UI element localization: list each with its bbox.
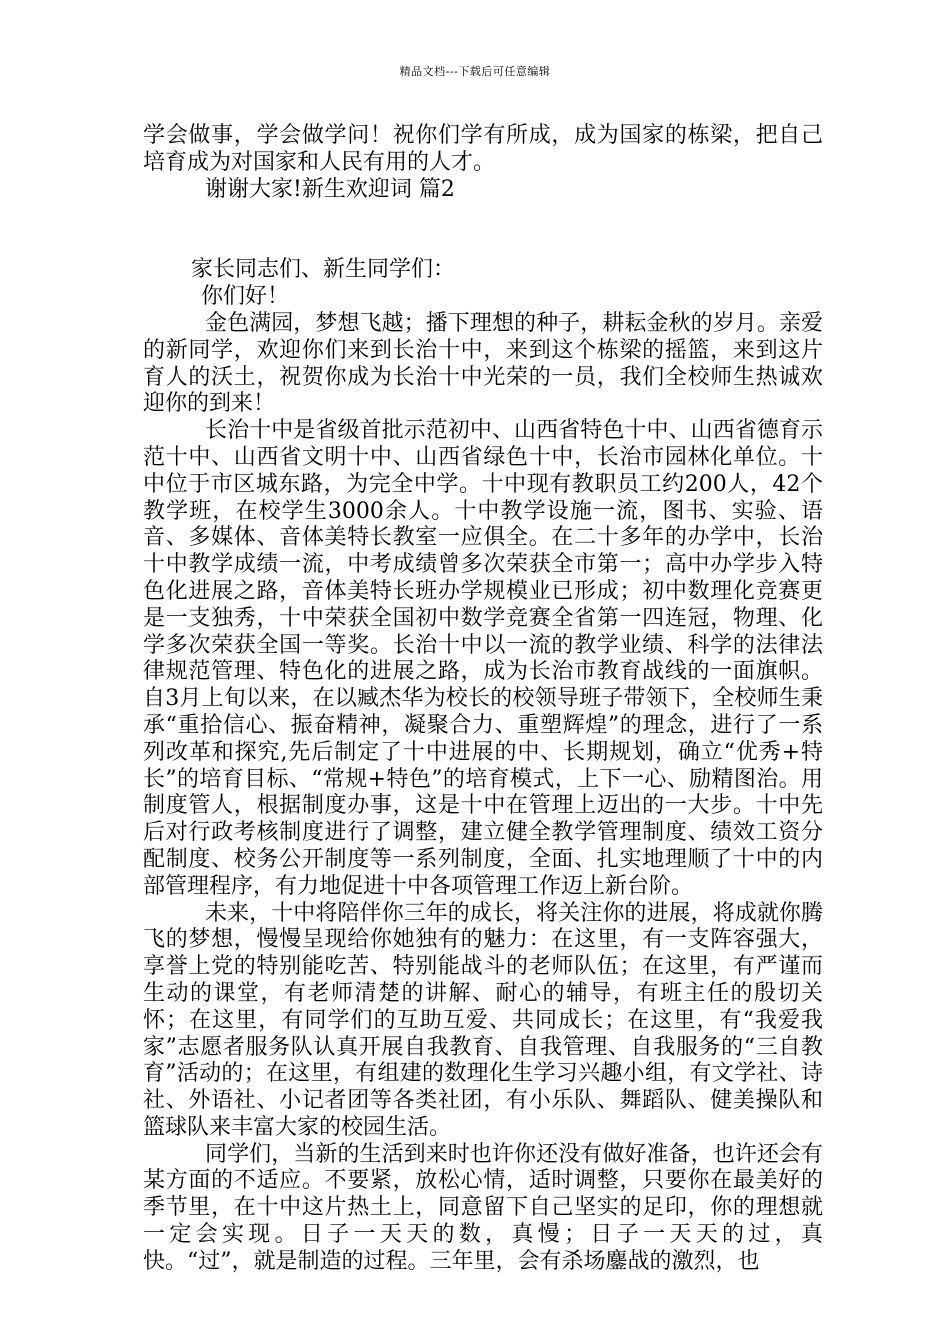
paragraph-thanks-and-title: 谢谢大家!新生欢迎词 篇2 (205, 176, 455, 202)
paragraph-welcome: 金色满园，梦想飞越；播下理想的种子，耕耘金秋的岁月。亲爱的新同学，欢迎你们来到长治十中，来到这个栋梁的摇篮，来到这片育人的沃土，祝贺你成为长治十中光荣的一员，我们全校师生热诚欢迎你的到来！ (143, 310, 823, 417)
paragraph-encouragement: 同学们，当新的生活到来时也许你还没有做好准备，也许还会有某方面的不适应。不要紧，放松心情，适时调整，只要你在最美好的季节里，在十中这片热土上，同意留下自己坚实的足印，你的理想就一定会实现。日子一天天的数，真慢；日子一天天的过，真快。“过”，就是制造的过程。三年里，会有杀场鏖战的激烈，也 (143, 1141, 823, 1274)
paragraph-closing-wishes: 学会做事，学会做学问！祝你们学有所成，成为国家的栋梁，把自己培育成为对国家和人民有用的人才。 (143, 123, 823, 175)
document-body (143, 123, 823, 1276)
salutation: 家长同志们、新生同学们： (191, 257, 456, 283)
paragraph-school-intro: 长治十中是省级首批示范初中、山西省特色十中、山西省德育示范十中、山西省文明十中、山西省绿色十中，长治市园林化单位。十中位于市区城东路，为完全中学。十中现有教职员工约200人，42个教学班，在校学生3000余人。十中教学设施一流，图书、实验、语音、多媒体、音体美特长教室一应俱全。在二十多年的办学中，长治十中教学成绩一流，中考成绩曾多次荣获全市第一；高中办学步入特色化进展之路，音体美特长班办学规模业已形成；初中数理化竞赛更是一支独秀，十中荣获全国初中数学竞赛全省第一四连冠，物理、化学多次荣获全国一等奖。长治十中以一流的教学业绩、科学的法律法律规范管理、特色化的进展之路，成为长治市教育战线的一面旗帜。自3月上旬以来，在以臧杰华为校长的校领导班子带领下，全校师生秉承“重拾信心、振奋精神，凝聚合力、重塑辉煌”的理念，进行了一系列改革和探究,先后制定了十中进展的中、长期规划，确立“优秀+特长”的培育目标、“常规+特色”的培育模式，上下一心、励精图治。用制度管人，根据制度办事，这是十中在管理上迈出的一大步。十中先后对行政考核制度进行了调整，建立健全教学管理制度、绩效工资分配制度、校务公开制度等一系列制度，全面、扎实地理顺了十中的内部管理程序，有力地促进十中各项管理工作迈上新台阶。 (143, 418, 823, 899)
blank-space (143, 203, 823, 257)
paragraph-future: 未来，十中将陪伴你三年的成长，将关注你的进展，将成就你腾飞的梦想，慢慢呈现给你她独有的魅力：在这里，有一支阵容强大，享誉上党的特别能吃苦、特别能战斗的老师队伍；在这里，有严谨而生动的课堂，有老师清楚的讲解、耐心的辅导，有班主任的殷切关怀；在这里，有同学们的互助互爱、共同成长；在这里，有“我爱我家”志愿者服务队认真开展自我教育、自我管理、自我服务的“三自教育”活动的；在这里，有组建的数理化生学习兴趣小组，有文学社、诗社、外语社、小记者团等各类社团，有小乐队、舞蹈队、健美操队和篮球队来丰富大家的校园生活。 (143, 900, 823, 1140)
page-header: 精品文档---下载后可任意编辑 (399, 65, 551, 78)
greeting: 你们好！ (201, 284, 290, 310)
